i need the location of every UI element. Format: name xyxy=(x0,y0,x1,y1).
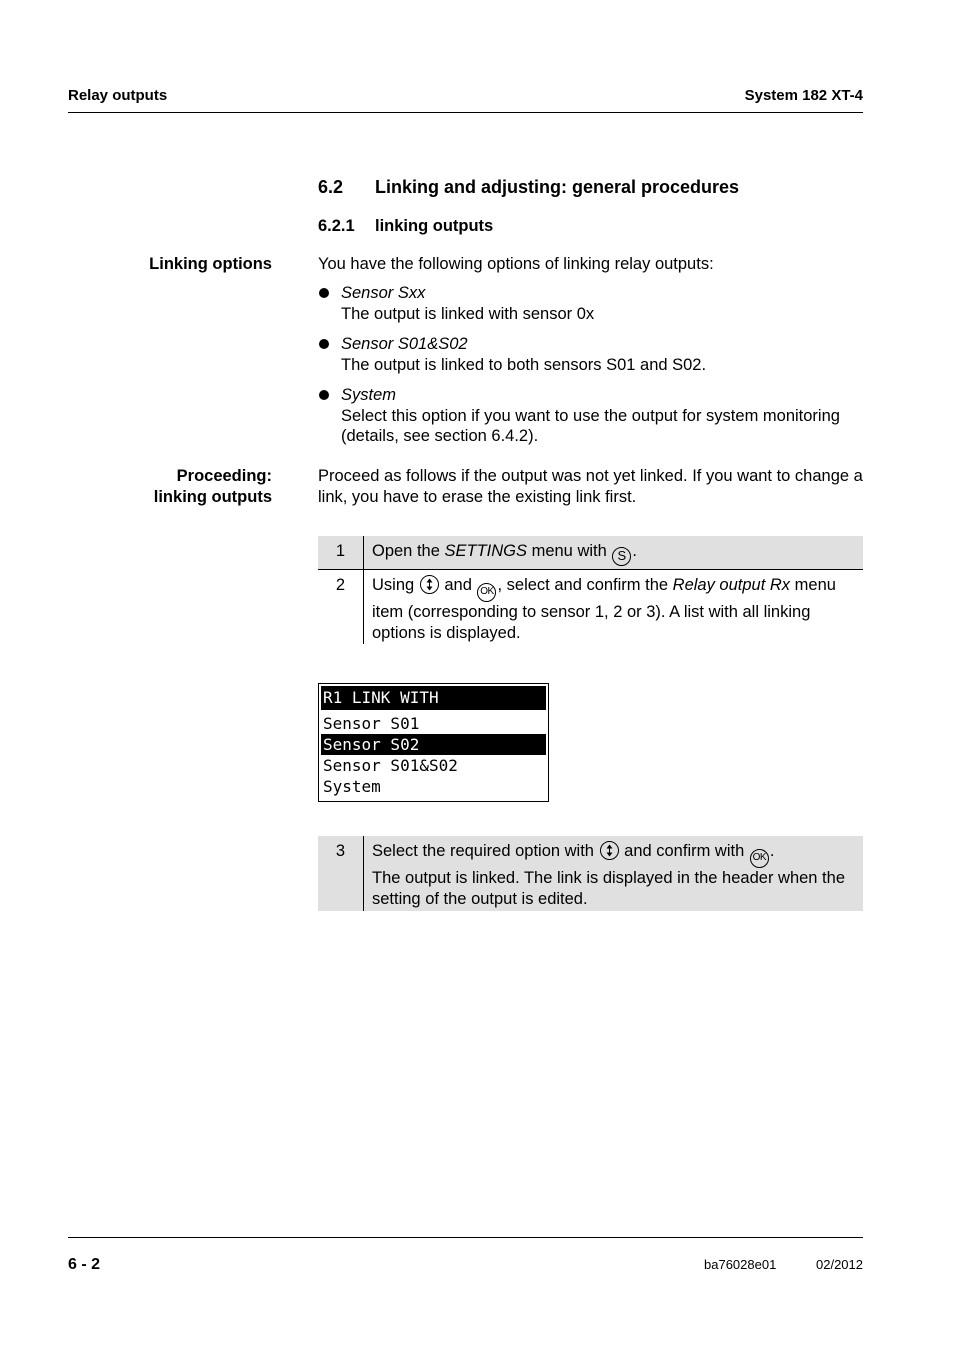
lcd-option: Sensor S01 xyxy=(323,714,420,733)
step-row xyxy=(318,570,863,644)
step-row xyxy=(318,836,863,911)
ok-key-icon: OK xyxy=(477,583,496,602)
step-text: Using and OK , select and confirm the Relay output Rx menu item (corresponding to sensor 1, 2 or 3). A list with all linking options is displayed. xyxy=(372,576,836,642)
step-text: Open the SETTINGS menu with S . xyxy=(372,541,855,566)
bullet-icon xyxy=(319,390,329,400)
section-heading xyxy=(318,177,739,198)
subsection-title: linking outputs xyxy=(375,217,494,235)
lcd-option-selected: Sensor S02 xyxy=(321,734,546,755)
step-divider xyxy=(363,836,364,911)
subsection-heading xyxy=(318,217,493,236)
ok-key-icon: OK xyxy=(750,849,769,868)
step-divider xyxy=(363,570,364,644)
proceeding-label xyxy=(154,466,272,507)
proceeding-label-line1: Proceeding: xyxy=(176,467,272,485)
header-chapter: Relay outputs xyxy=(68,87,168,104)
linking-options-label: Linking options xyxy=(149,255,272,273)
option-name: Sensor S01&S02 xyxy=(341,335,468,353)
header-rule xyxy=(68,112,863,113)
lcd-display xyxy=(318,683,549,802)
step-number: 2 xyxy=(335,576,346,594)
subsection-number: 6.2.1 xyxy=(318,217,355,235)
list-item xyxy=(341,385,863,447)
option-description: Select this option if you want to use the output for system monitoring (details, see section 6.4.2). xyxy=(341,406,840,445)
footer-rule xyxy=(68,1237,863,1238)
step-text: Select the required option with and confirm with OK . The output is linked. The link is displayed in the header when the setting of the output is edited. xyxy=(372,842,845,908)
option-description: The output is linked to both sensors S01 and S02. xyxy=(341,355,707,374)
section-title: Linking and adjusting: general procedures xyxy=(375,177,740,197)
bullet-icon xyxy=(319,288,329,298)
settings-key-icon: S xyxy=(612,547,631,566)
step-number: 3 xyxy=(335,842,346,860)
option-name: System xyxy=(341,386,397,404)
document-date: 02/2012 xyxy=(816,1257,863,1272)
up-down-arrow-key-icon xyxy=(600,841,619,860)
document-id: ba76028e01 xyxy=(704,1257,777,1272)
up-down-arrow-key-icon xyxy=(420,575,439,594)
lcd-title: R1 LINK WITH xyxy=(321,686,546,710)
lcd-option: System xyxy=(323,777,381,796)
proceeding-text: Proceed as follows if the output was not yet linked. If you want to change a link, you have to erase the existing link first. xyxy=(318,467,863,506)
proceeding-label-line2: linking outputs xyxy=(153,487,272,506)
step-number: 1 xyxy=(335,542,346,560)
bullet-icon xyxy=(319,339,329,349)
step-divider xyxy=(363,536,364,569)
linking-options-intro: You have the following options of linking relay outputs: xyxy=(318,255,714,273)
option-name: Sensor Sxx xyxy=(341,284,426,302)
lcd-option: Sensor S01&S02 xyxy=(323,756,458,775)
header-product: System 182 XT-4 xyxy=(744,87,863,104)
page-number: 6 - 2 xyxy=(68,1256,101,1273)
option-description: The output is linked with sensor 0x xyxy=(341,304,595,323)
step-row xyxy=(318,536,863,569)
list-item xyxy=(341,334,863,375)
list-item xyxy=(341,283,863,324)
section-number: 6.2 xyxy=(318,177,344,197)
